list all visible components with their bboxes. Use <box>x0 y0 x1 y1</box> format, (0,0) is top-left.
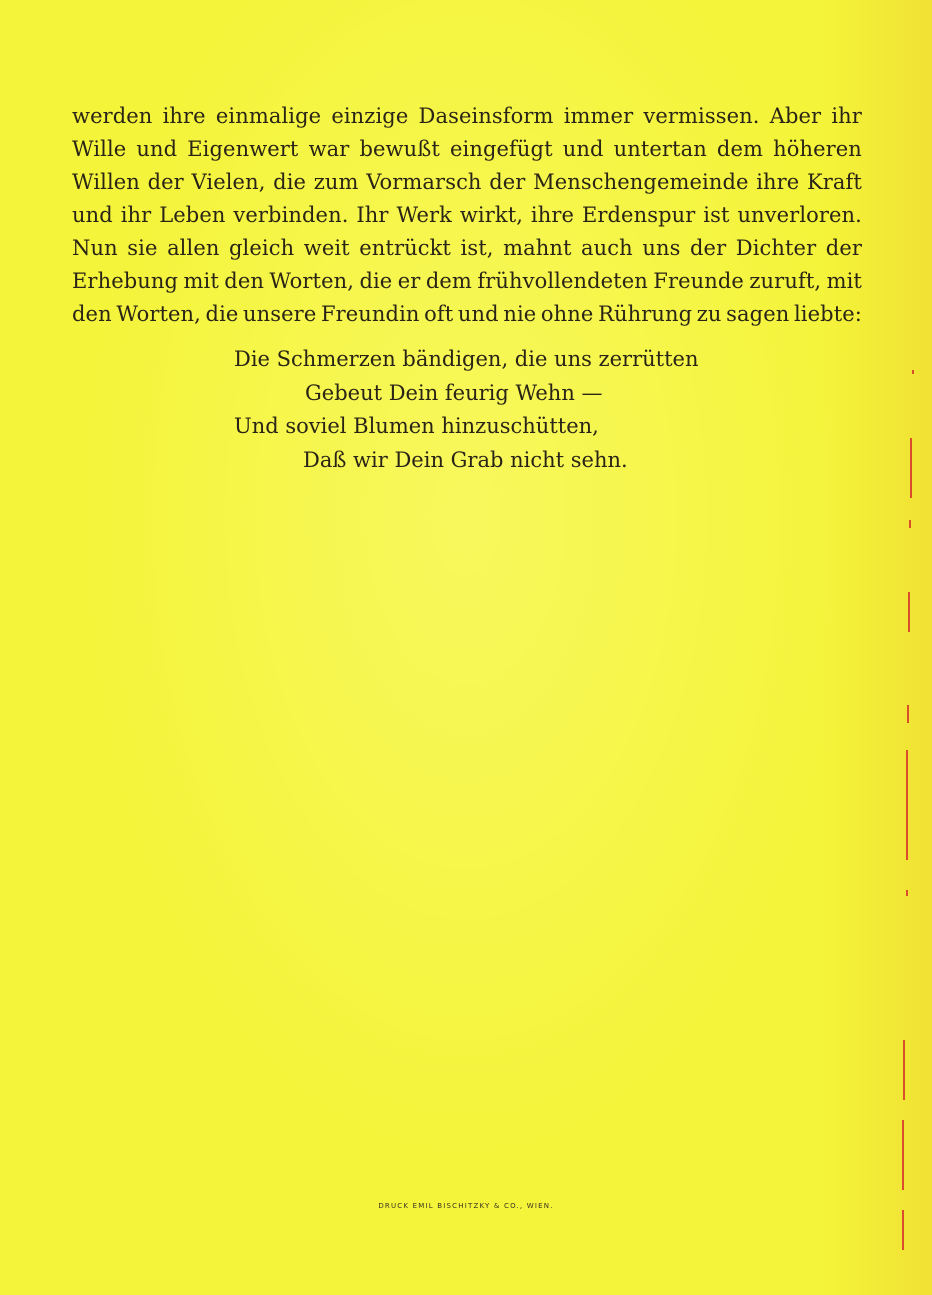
paragraph-word: Aber <box>769 104 822 128</box>
paragraph-word: der <box>690 236 727 260</box>
paragraph-word: und <box>562 137 604 161</box>
paragraph-word: werden <box>72 104 153 128</box>
paragraph-word: ohne <box>540 302 594 326</box>
paragraph-word: untertan <box>613 137 707 161</box>
paragraph-word: Wille <box>72 137 127 161</box>
poem-verse-1: Die Schmerzen bändigen, die uns zerrütten <box>234 347 699 371</box>
paragraph-word: Vielen, <box>191 170 266 194</box>
paragraph-word: unverloren. <box>737 203 862 227</box>
paragraph-word: liebte: <box>793 302 862 326</box>
paragraph-word: Werk <box>396 203 452 227</box>
paragraph-word: immer <box>563 104 634 128</box>
poem-verse-4: Daß wir Dein Grab nicht sehn. <box>303 447 628 472</box>
paragraph-word: mit <box>183 269 219 293</box>
paragraph-word: verbinden. <box>233 203 349 227</box>
paragraph-word: Kraft <box>806 170 862 194</box>
paragraph-word: Willen <box>72 170 140 194</box>
paragraph-line <box>72 133 862 166</box>
paragraph-word: die <box>273 170 307 194</box>
paragraph-word: ihr <box>120 203 152 227</box>
paragraph-word: Ihr <box>356 203 389 227</box>
paragraph-word: zuruft, <box>749 269 822 293</box>
paragraph-word: ihre <box>530 203 575 227</box>
paragraph-word: einmalige <box>215 104 322 128</box>
paragraph-word: dem <box>716 137 763 161</box>
body-paragraph <box>72 100 862 331</box>
paragraph-word: die <box>205 302 239 326</box>
paragraph-word: sagen <box>726 302 790 326</box>
paragraph-word: bewußt <box>359 137 440 161</box>
paragraph-line <box>72 265 862 298</box>
paragraph-word: Eigenwert <box>187 137 299 161</box>
paragraph-word: gleich <box>229 236 295 260</box>
paragraph-word: wirkt, <box>459 203 524 227</box>
paragraph-word: ihre <box>756 170 800 194</box>
paragraph-word: allen <box>167 236 220 260</box>
paragraph-word: Menschengemeinde <box>533 170 749 194</box>
paragraph-word: uns <box>642 236 681 260</box>
paragraph-word: Leben <box>159 203 226 227</box>
paragraph-line <box>72 100 862 133</box>
paragraph-line <box>72 166 862 199</box>
paragraph-word: auch <box>581 236 633 260</box>
paragraph-word: ist <box>703 203 730 227</box>
paragraph-word: Dichter <box>735 236 817 260</box>
paragraph-word: höheren <box>773 137 862 161</box>
paragraph-word: ihr <box>831 104 862 128</box>
paragraph-word: ihre <box>162 104 206 128</box>
poem-verse-2: Gebeut Dein feurig Wehn — <box>305 380 603 405</box>
paragraph-word: vermissen. <box>643 104 760 128</box>
paragraph-word: Rührung <box>598 302 693 326</box>
paragraph-word: mit <box>826 269 862 293</box>
paragraph-word: den <box>72 302 112 326</box>
paragraph-word: weit <box>303 236 350 260</box>
paragraph-word: und <box>457 302 499 326</box>
paragraph-word: der <box>147 170 184 194</box>
paragraph-word: und <box>72 203 113 227</box>
paragraph-word: Daseinsform <box>418 104 554 128</box>
paragraph-word: der <box>825 236 862 260</box>
paragraph-word: Worten, <box>116 302 201 326</box>
paragraph-word: zum <box>313 170 359 194</box>
paragraph-word: war <box>308 137 350 161</box>
paragraph-word: unsere <box>243 302 317 326</box>
paragraph-word: Freundin <box>320 302 420 326</box>
paragraph-word: Nun <box>72 236 118 260</box>
edge-print-marks <box>898 360 918 1295</box>
paragraph-word: Freunde <box>653 269 744 293</box>
paragraph-word: einzige <box>331 104 409 128</box>
paragraph-word: oft <box>424 302 454 326</box>
paragraph-word: Erhebung <box>72 269 179 293</box>
paragraph-word: entrückt <box>359 236 451 260</box>
paragraph-word: mahnt <box>503 236 572 260</box>
paragraph-word: ist, <box>460 236 494 260</box>
printer-imprint: DRUCK EMIL BISCHITZKY & CO., WIEN. <box>378 1202 554 1210</box>
paragraph-word: und <box>136 137 178 161</box>
paragraph-word: nie <box>503 302 537 326</box>
paragraph-line <box>72 298 862 331</box>
paragraph-word: zu <box>696 302 722 326</box>
paragraph-word: die <box>359 269 393 293</box>
paragraph-word: den <box>224 269 264 293</box>
paragraph-word: frühvollendeten <box>477 269 648 293</box>
paragraph-word: Erdenspur <box>581 203 696 227</box>
paragraph-line <box>72 232 862 265</box>
paragraph-line <box>72 199 862 232</box>
paragraph-word: dem <box>425 269 472 293</box>
paragraph-word: Vormarsch <box>366 170 482 194</box>
paragraph-word: eingefügt <box>450 137 553 161</box>
paragraph-word: sie <box>127 236 158 260</box>
paragraph-word: der <box>489 170 526 194</box>
poem-verse-3: Und soviel Blumen hinzuschütten, <box>234 414 599 438</box>
paragraph-word: Worten, <box>269 269 355 293</box>
paragraph-word: er <box>397 269 421 293</box>
